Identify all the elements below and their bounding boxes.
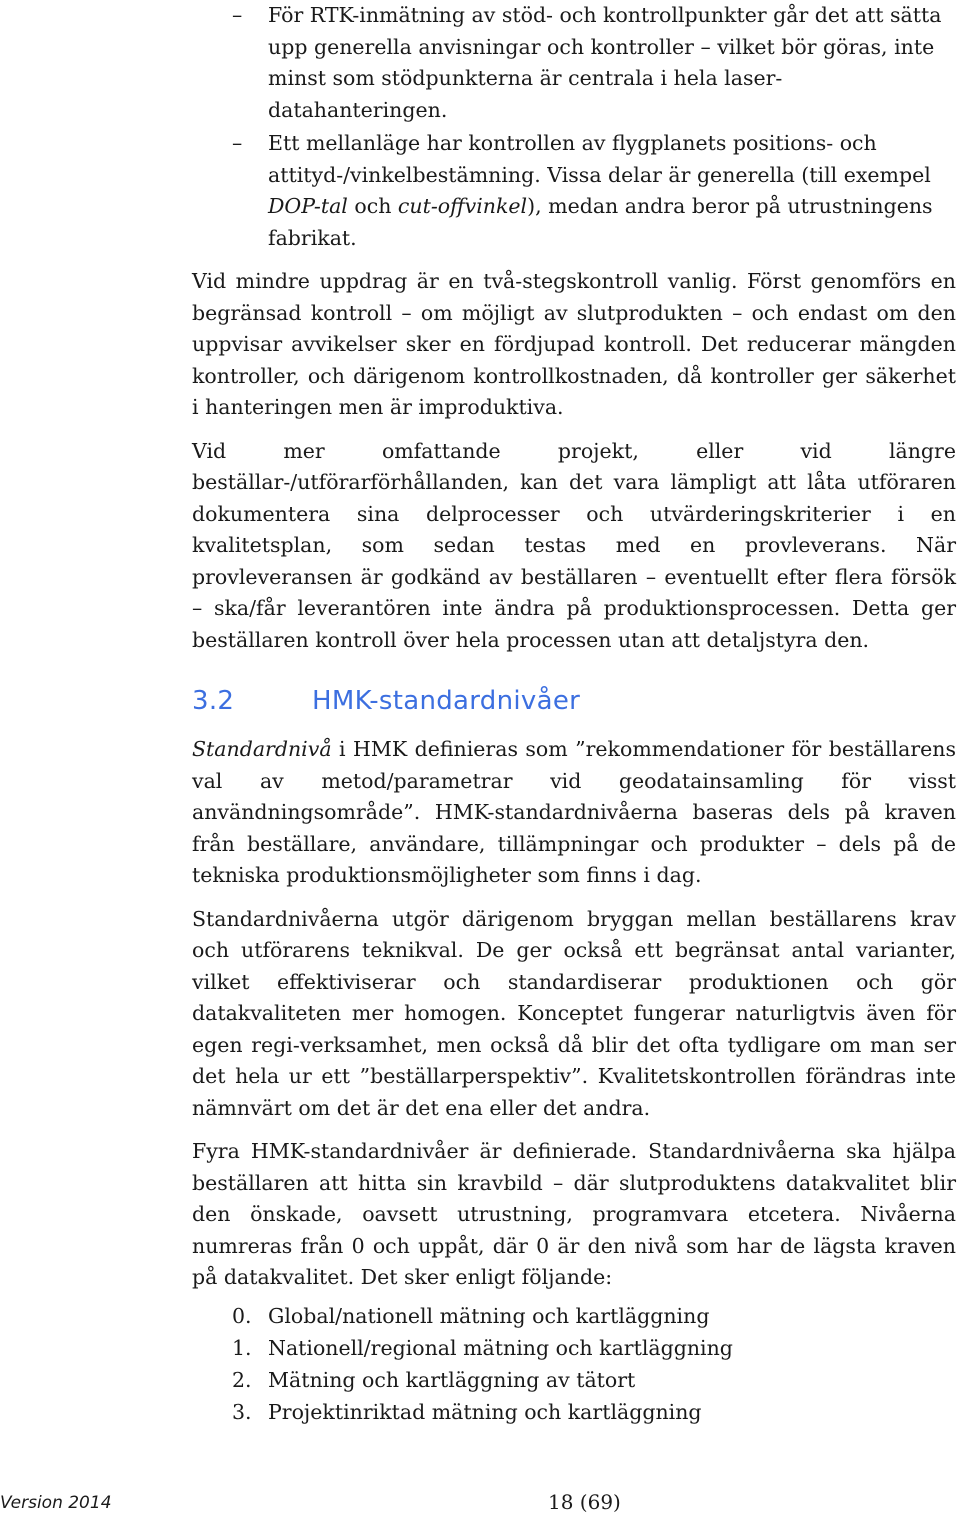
emphasis-dop: DOP-tal — [268, 194, 348, 218]
levels-list — [192, 1300, 956, 1428]
list-item: 2. Mätning och kartläggning av tätort — [232, 1367, 636, 1392]
dash-bullet: – — [232, 3, 243, 27]
emphasis-cutoff: cut-offvinkel — [397, 194, 528, 218]
paragraph-four-levels: Fyra HMK-standardnivåer är definierade. Standardnivåerna ska hjälpa beställaren att hitta sin kravbild – där slutproduktens datakvalitet blir den önskade, oavsett utrustning, programvara etcetera. Nivåerna numreras från 0 och uppåt, där 0 är den nivå som har de lägsta kraven på datakvalitet. Det sker enligt följande: — [192, 1139, 956, 1289]
page-number: 18 (69) — [548, 1490, 621, 1514]
version-label: Version 2014 — [0, 1493, 112, 1513]
bullet-text: För RTK-inmätning av stöd- och kontrollpunkter går det att sätta upp generella anvisningar och kontroller – vilket bör göras, inte minst som stödpunkterna är centrala i hela laser-datahanteringen. — [268, 3, 942, 122]
section-number: 3.2 — [192, 686, 235, 716]
list-item — [192, 128, 956, 254]
paragraph-definition: Standardnivå i HMK definieras som ”rekommendationer för beställarens val av metod/parametrar vid geodatainsamling för visst användningsområde”. HMK-standardnivåerna baseras dels på kraven från beställare, användare, tillämpningar och produkter – dels på de tekniska produktionsmöjligheter som finns i dag. — [192, 737, 956, 887]
dash-bullet: – — [232, 131, 243, 155]
list-item — [192, 0, 956, 126]
list-item: 0. Global/nationell mätning och kartläggning — [232, 1303, 710, 1328]
section-heading — [192, 686, 956, 716]
bullet-list — [192, 0, 956, 254]
paragraph-large-projects: Vid mer omfattande projekt, eller vid längre beställar-/utförarförhållanden, kan det vara lämpligt att låta utföraren dokumentera sina delprocesser och utvärderingskriterier i en kvalitetsplan, som sedan testas med en provleverans. När provleveransen är godkänd av beställaren – eventuellt efter flera försök – ska/får leverantören inte ändra på produktionsprocessen. Detta ger beställaren kontroll över hela processen utan att detaljstyra den. — [192, 438, 956, 652]
paragraph-two-step-control: Vid mindre uppdrag är en två-stegskontroll vanlig. Först genomförs en begränsad kontroll – om möjligt av slutprodukten – och endast om den uppvisar avvikelser sker en fördjupad kontroll. Det reducerar mängden kontroller, och därigenom kontrollkostnaden, då kontroller ger säkerhet i hanteringen men är improduktiva. — [192, 269, 956, 419]
main-content — [192, 0, 956, 1428]
section-title: HMK-standardnivåer — [312, 686, 581, 716]
page-footer — [0, 1490, 960, 1518]
list-item: 1. Nationell/regional mätning och kartläggning — [232, 1335, 733, 1360]
bullet-text: Ett mellanläge har kontrollen av flygplanets positions- och attityd-/vinkelbestämning. Vissa delar är generella (till exempel DOP-tal och cut-offvinkel), medan andra beror på utrustningens fabrikat. — [268, 131, 933, 250]
emphasis-standardniva: Standardnivå — [192, 737, 332, 761]
list-item: 3. Projektinriktad mätning och kartläggning — [232, 1399, 702, 1424]
paragraph-bridge: Standardnivåerna utgör därigenom bryggan mellan beställarens krav och utförarens teknikval. De ger också ett begränsat antal varianter, vilket effektiviserar och standardiserar produktionen och gör datakvaliteten mer homogen. Konceptet fungerar naturligtvis även för egen regi-verksamhet, men också då blir det ofta tydligare om man ser det hela ur ett ”beställarperspektiv”. Kvalitetskontrollen förändras inte nämnvärt om det är det ena eller det andra. — [192, 906, 956, 1120]
